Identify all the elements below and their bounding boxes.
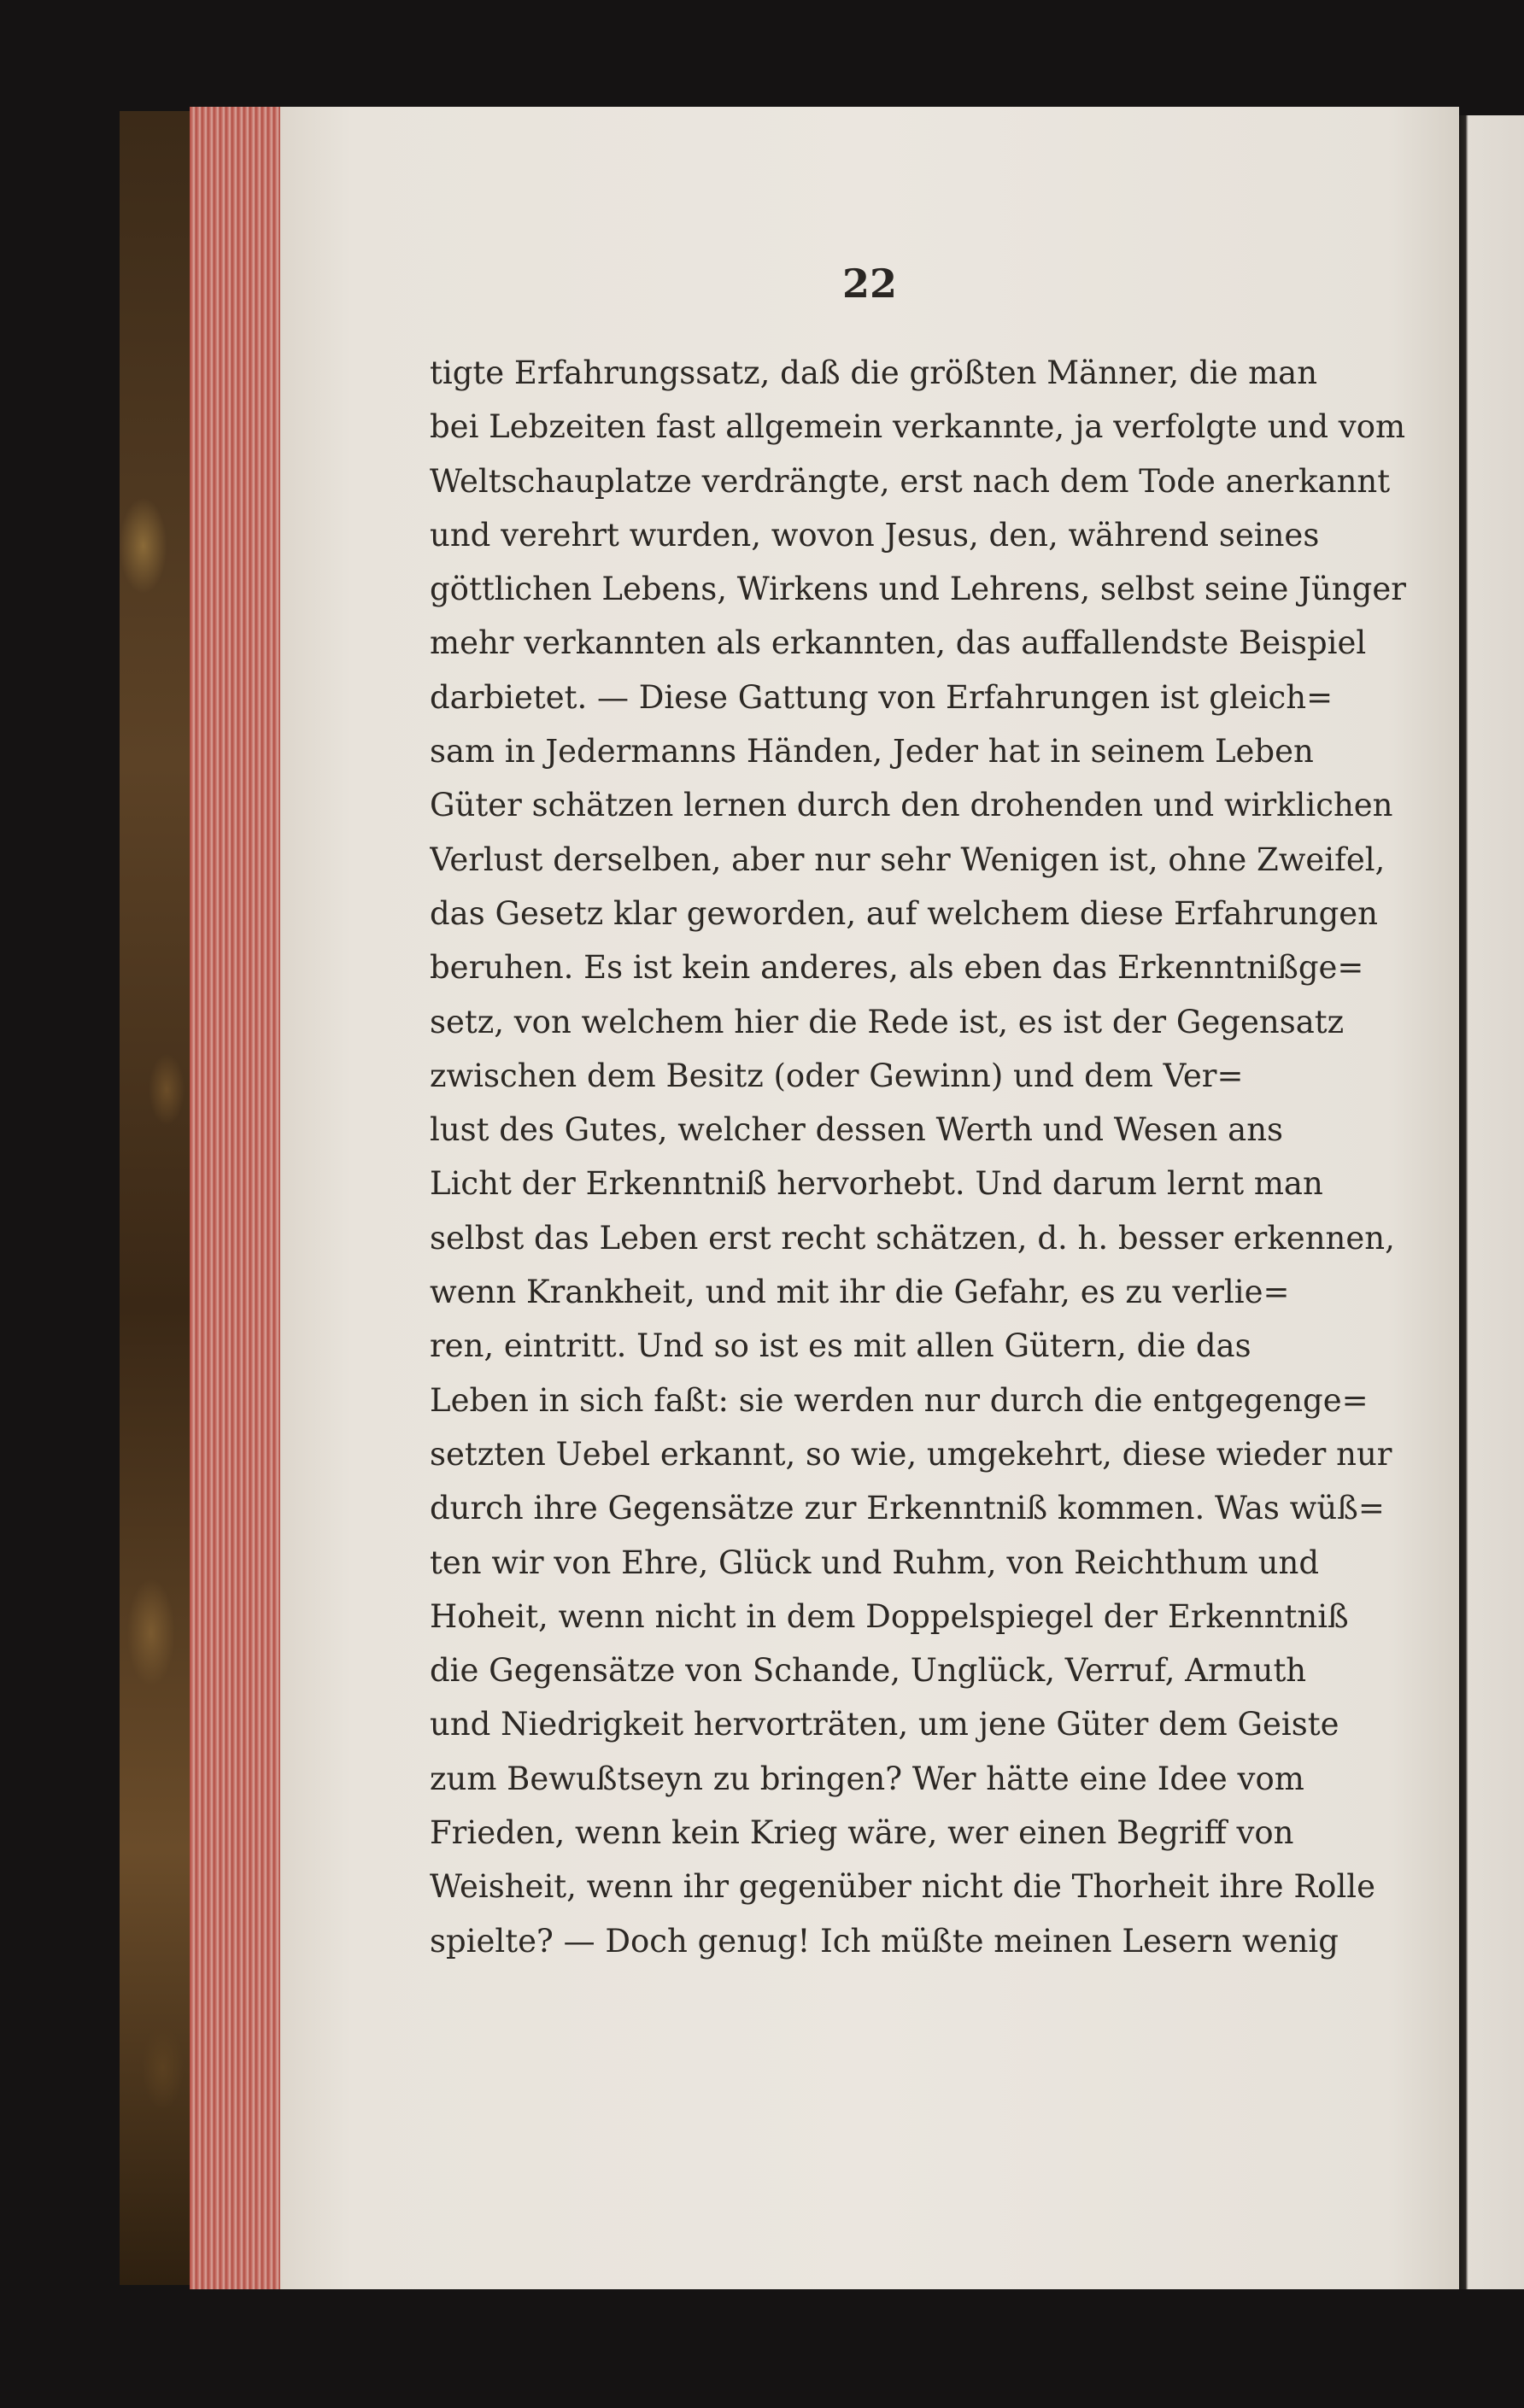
text-line: mehr verkannten als erkannten, das auffallendste Beispiel	[430, 624, 1367, 662]
text-line: zum Bewußtseyn zu bringen? Wer hätte eine Idee vom	[430, 1760, 1304, 1797]
text-line: setz, von welchem hier die Rede ist, es ist der Gegensatz	[430, 1003, 1345, 1040]
text-line: darbietet. — Diese Gattung von Erfahrungen ist gleich=	[430, 678, 1334, 716]
text-line: Hoheit, wenn nicht in dem Doppelspiegel der Erkenntniß	[430, 1597, 1349, 1635]
text-line: Licht der Erkenntniß hervorhebt. Und darum lernt man	[430, 1165, 1323, 1203]
text-line: zwischen dem Besitz (oder Gewinn) und dem Ver=	[430, 1057, 1244, 1094]
book-cover-board	[120, 111, 198, 2285]
text-line: selbst das Leben erst recht schätzen, d. h. besser erkennen,	[430, 1219, 1395, 1257]
book-page	[280, 107, 1459, 2289]
text-line: Weisheit, wenn ihr gegenüber nicht die Thorheit ihre Rolle	[430, 1868, 1376, 1906]
text-line: beruhen. Es ist kein anderes, als eben das Erkenntnißge=	[430, 949, 1364, 987]
text-line: Leben in sich faßt: sie werden nur durch die entgegenge=	[430, 1381, 1369, 1419]
text-line: sam in Jedermanns Händen, Jeder hat in seinem Leben	[430, 733, 1314, 770]
text-line: und Niedrigkeit hervorträten, um jene Güter dem Geiste	[430, 1706, 1339, 1743]
text-line: das Gesetz klar geworden, auf welchem diese Erfahrungen	[430, 894, 1378, 932]
text-line: Weltschauplatze verdrängte, erst nach dem Tode anerkannt	[430, 462, 1391, 500]
text-line: göttlichen Lebens, Wirkens und Lehrens, selbst seine Jünger	[430, 571, 1406, 608]
text-line: ren, eintritt. Und so ist es mit allen Gütern, die das	[430, 1327, 1251, 1365]
text-line: ten wir von Ehre, Glück und Ruhm, von Reichthum und	[430, 1544, 1320, 1581]
text-line: setzten Uebel erkannt, so wie, umgekehrt, diese wieder nur	[430, 1435, 1392, 1473]
text-line: wenn Krankheit, und mit ihr die Gefahr, es zu verlie=	[430, 1274, 1290, 1311]
text-line: bei Lebzeiten fast allgemein verkannte, ja verfolgte und vom	[430, 408, 1406, 446]
page-number: 22	[841, 261, 897, 307]
text-line: Güter schätzen lernen durch den drohenden und wirklichen	[430, 787, 1393, 824]
page-text	[430, 346, 1524, 1968]
text-line: lust des Gutes, welcher dessen Werth und Wesen ans	[430, 1111, 1284, 1149]
text-line: tigte Erfahrungssatz, daß die größten Männer, die man	[430, 354, 1318, 391]
text-line: und verehrt wurden, wovon Jesus, den, während seines	[430, 516, 1320, 554]
text-line: Frieden, wenn kein Krieg wäre, wer einen Begriff von	[430, 1814, 1294, 1852]
text-line: die Gegensätze von Schande, Unglück, Verruf, Armuth	[430, 1652, 1307, 1690]
page-edges	[190, 107, 284, 2289]
text-line: Verlust derselben, aber nur sehr Wenigen ist, ohne Zweifel,	[430, 841, 1386, 878]
text-line: spielte? — Doch genug! Ich müßte meinen Lesern wenig	[430, 1922, 1339, 1960]
text-line: durch ihre Gegensätze zur Erkenntniß kommen. Was wüß=	[430, 1490, 1385, 1527]
